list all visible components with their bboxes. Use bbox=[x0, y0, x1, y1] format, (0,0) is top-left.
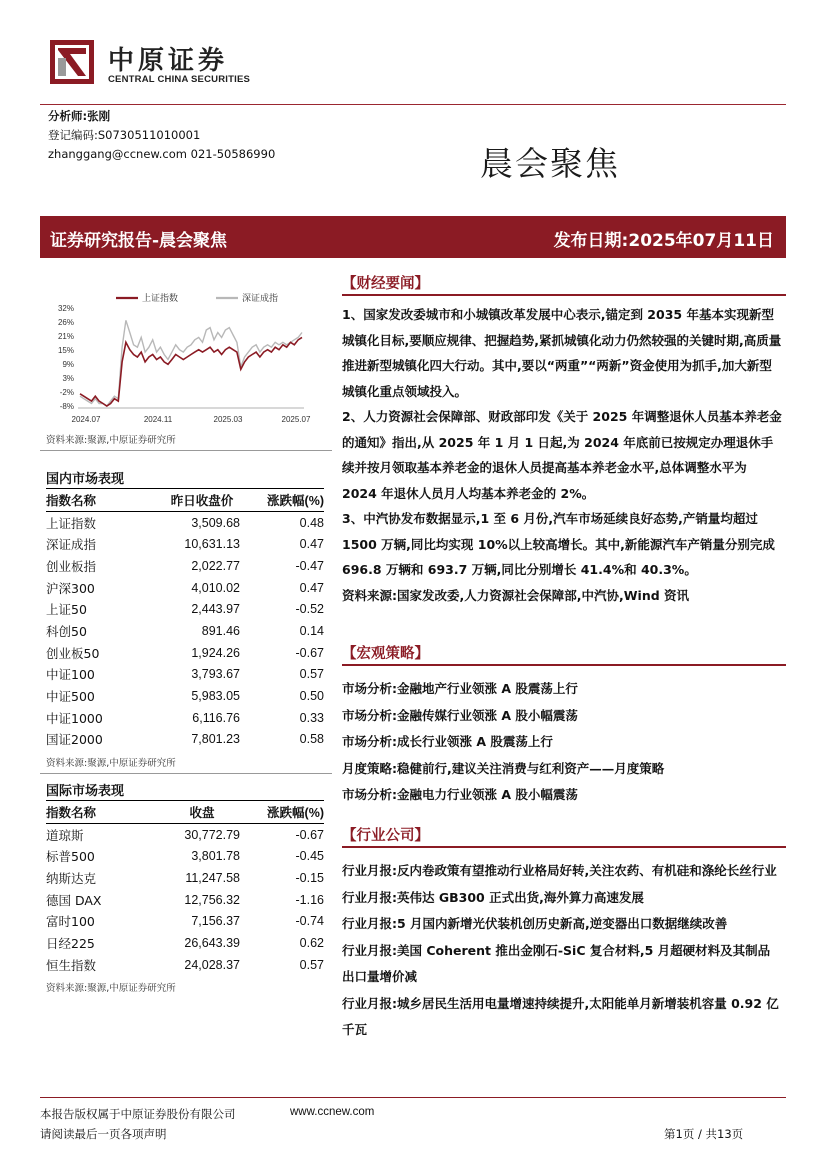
domestic-close-value: 3,793.67 bbox=[191, 667, 240, 682]
domestic-index-name: 科创50 bbox=[46, 623, 87, 639]
domestic-index-name: 创业板50 bbox=[46, 645, 100, 661]
intl-change-value: -0.74 bbox=[295, 914, 324, 929]
domestic-row bbox=[46, 555, 324, 577]
intl-close-value: 30,772.79 bbox=[184, 827, 240, 842]
intl-index-name: 道琼斯 bbox=[46, 827, 84, 843]
intl-index-name: 德国 DAX bbox=[46, 892, 102, 908]
intl-change-value: -0.15 bbox=[295, 870, 324, 885]
news-section-title: 【财经要闻】 bbox=[342, 276, 429, 292]
intl-close-value: 12,756.32 bbox=[184, 892, 240, 907]
news-paragraph-1: 1、国家发改委城市和小城镇改革发展中心表示,锚定到 2035 年基本实现新型城镇化目标,要顺应规律、把握趋势,紧抓城镇化动力仍然较强的关键时期,高质量推进新型城镇化四大行动。其中,要以“两重”“两新”资金使用为抓手,加大新型城镇化重点领域投入。 bbox=[342, 307, 782, 399]
intl-index-name: 富时100 bbox=[46, 914, 95, 930]
intl-change-value: -0.67 bbox=[295, 827, 324, 842]
registration-code: 登记编码:S0730511010001 bbox=[48, 128, 201, 142]
news-paragraph-3: 3、中汽协发布数据显示,1 至 6 月份,汽车市场延续良好态势,产销量均超过 1500 万辆,同比均实现 10%以上较高增长。其中,新能源汽车产销量分别完成 696.8 万辆和 693.7 万辆,同比分别增长 41.4%和 40.3%。 bbox=[342, 511, 775, 577]
intl-change-value: -0.45 bbox=[295, 849, 324, 864]
intl-close-value: 7,156.37 bbox=[191, 914, 240, 929]
chart-y-tick-label: 26% bbox=[57, 318, 74, 327]
domestic-close-value: 5,983.05 bbox=[191, 689, 240, 704]
logo-en-text: CENTRAL CHINA SECURITIES bbox=[108, 74, 251, 85]
analyst-name: 分析师:张刚 bbox=[48, 109, 111, 123]
footer-page-number: 第1页 / 共13页 bbox=[664, 1127, 744, 1141]
domestic-row bbox=[46, 664, 324, 686]
analyst-contact: zhanggang@ccnew.com 021-50586990 bbox=[48, 147, 276, 161]
chart-series-line-2 bbox=[80, 320, 302, 406]
intl-change-value: 0.62 bbox=[299, 935, 324, 950]
logo-cn-text: 中原证券 bbox=[108, 46, 229, 76]
industry-report-link-3[interactable]: 行业月报:5 月国内新增光伏装机创历史新高,逆变器出口数据继续改善 bbox=[342, 916, 728, 931]
banner-publish-date: 发布日期:2025年07月11日 bbox=[553, 231, 774, 251]
macro-report-link-4[interactable]: 月度策略:稳健前行,建议关注消费与红利资产——月度策略 bbox=[342, 760, 665, 776]
header-divider bbox=[40, 104, 786, 105]
intl-index-name: 恒生指数 bbox=[46, 957, 97, 973]
domestic-index-name: 沪深300 bbox=[46, 580, 95, 596]
chart-y-tick-label: 3% bbox=[62, 374, 74, 383]
intl-header-change: 涨跌幅(%) bbox=[267, 805, 324, 820]
intl-header-name: 指数名称 bbox=[46, 805, 97, 820]
chart-y-tick-label: 9% bbox=[62, 360, 74, 369]
intl-header-close: 收盘 bbox=[189, 805, 215, 820]
domestic-close-value: 2,022.77 bbox=[191, 558, 240, 573]
domestic-close-value: 891.46 bbox=[201, 623, 240, 638]
chart-y-tick-label: -2% bbox=[59, 388, 74, 397]
chart-y-tick-label: 32% bbox=[57, 304, 74, 313]
macro-section bbox=[342, 676, 782, 809]
intl-change-value: 0.57 bbox=[299, 957, 324, 972]
domestic-row bbox=[46, 729, 324, 751]
intl-row bbox=[46, 867, 324, 889]
domestic-close-value: 7,801.23 bbox=[191, 732, 240, 747]
intl-index-name: 日经225 bbox=[46, 935, 95, 951]
domestic-source: 资料来源:聚源,中原证券研究所 bbox=[46, 758, 176, 769]
domestic-index-name: 中证1000 bbox=[46, 710, 103, 726]
intl-close-value: 26,643.39 bbox=[184, 935, 240, 950]
industry-section-divider bbox=[342, 846, 786, 848]
news-paragraph-2: 2、人力资源社会保障部、财政部印发《关于 2025 年调整退休人员基本养老金的通知》指出,从 2025 年 1 月 1 日起,为 2024 年底前已按规定办理退休手续并按月领取基本养老金的退休人员提高基本养老金水平,总体调整水平为 2024 年退休人员月人均基本养老金的 2%。 bbox=[342, 409, 782, 501]
domestic-row bbox=[46, 511, 324, 533]
report-banner bbox=[40, 216, 786, 258]
news-section bbox=[342, 302, 782, 608]
domestic-change-value: -0.47 bbox=[295, 558, 324, 573]
chart-divider bbox=[40, 450, 332, 451]
chart-x-tick-label: 2025.03 bbox=[213, 415, 243, 424]
intl-row bbox=[46, 954, 324, 976]
chart-series-line-1 bbox=[80, 337, 302, 406]
industry-report-link-2[interactable]: 行业月报:英伟达 GB300 正式出货,海外算力高速发展 bbox=[342, 889, 644, 905]
macro-section-title: 【宏观策略】 bbox=[342, 646, 429, 662]
domestic-index-name: 创业板指 bbox=[46, 558, 97, 574]
domestic-row bbox=[46, 620, 324, 642]
domestic-change-value: 0.58 bbox=[299, 732, 324, 747]
chart-y-tick-label: 21% bbox=[57, 332, 74, 341]
domestic-close-value: 4,010.02 bbox=[191, 580, 240, 595]
news-section-divider bbox=[342, 294, 786, 296]
chart-x-tick-label: 2025.07 bbox=[281, 415, 311, 424]
chart-svg bbox=[42, 284, 312, 429]
intl-source: 资料来源:聚源,中原证券研究所 bbox=[46, 983, 176, 994]
domestic-index-name: 深证成指 bbox=[46, 537, 97, 553]
domestic-change-value: 0.33 bbox=[299, 710, 324, 725]
intl-close-value: 11,247.58 bbox=[185, 870, 240, 885]
macro-report-link-2[interactable]: 市场分析:金融传媒行业领涨 A 股小幅震荡 bbox=[342, 707, 578, 723]
report-title: 晨会聚焦 bbox=[480, 144, 620, 183]
macro-report-link-5[interactable]: 市场分析:金融电力行业领涨 A 股小幅震荡 bbox=[342, 787, 578, 802]
macro-report-link-3[interactable]: 市场分析:成长行业领涨 A 股震荡上行 bbox=[342, 734, 553, 749]
industry-section bbox=[342, 858, 782, 1044]
domestic-row bbox=[46, 577, 324, 599]
domestic-change-value: 0.47 bbox=[299, 537, 324, 552]
domestic-header-close: 昨日收盘价 bbox=[170, 493, 234, 508]
domestic-header-change: 涨跌幅(%) bbox=[267, 493, 324, 508]
industry-report-link-5[interactable]: 行业月报:城乡居民生活用电量增速持续提升,太阳能单月新增装机容量 0.92 亿千瓦 bbox=[342, 995, 779, 1037]
news-source: 资料来源:国家发改委,人力资源社会保障部,中汽协,Wind 资讯 bbox=[342, 587, 690, 603]
intl-row bbox=[46, 889, 324, 911]
footer-divider bbox=[40, 1097, 786, 1098]
domestic-change-value: 0.57 bbox=[299, 667, 324, 682]
chart-x-tick-label: 2024.07 bbox=[71, 415, 101, 424]
industry-report-link-1[interactable]: 行业月报:反内卷政策有望推动行业格局好转,关注农药、有机硅和涤纶长丝行业 bbox=[342, 863, 777, 878]
domestic-close-value: 1,924.26 bbox=[191, 645, 240, 660]
domestic-row bbox=[46, 707, 324, 729]
intl-close-value: 24,028.37 bbox=[184, 957, 240, 972]
intl-row bbox=[46, 910, 324, 932]
domestic-table bbox=[46, 488, 324, 750]
domestic-close-value: 3,509.68 bbox=[191, 515, 240, 530]
domestic-change-value: -0.67 bbox=[295, 645, 324, 660]
industry-section-title: 【行业公司】 bbox=[342, 828, 429, 844]
domestic-change-value: 0.48 bbox=[299, 515, 324, 530]
domestic-change-value: 0.50 bbox=[299, 689, 324, 704]
domestic-row bbox=[46, 533, 324, 555]
domestic-change-value: 0.14 bbox=[299, 623, 324, 638]
intl-change-value: -1.16 bbox=[295, 892, 324, 907]
intl-table-title: 国际市场表现 bbox=[46, 784, 125, 799]
domestic-header-name: 指数名称 bbox=[46, 493, 97, 508]
domestic-index-name: 上证50 bbox=[46, 602, 87, 618]
domestic-change-value: -0.52 bbox=[295, 602, 324, 617]
domestic-index-name: 国证2000 bbox=[46, 732, 103, 748]
intl-row bbox=[46, 845, 324, 867]
chart-legend-label: 上证指数 bbox=[142, 294, 179, 304]
intl-index-name: 标普500 bbox=[46, 849, 95, 865]
analyst-info bbox=[48, 107, 275, 164]
industry-report-link-4[interactable]: 行业月报:美国 Coherent 推出金刚石-SiC 复合材料,5 月超硬材料及其制品出口量增价减 bbox=[342, 942, 771, 984]
chart-y-tick-label: 15% bbox=[57, 346, 74, 355]
domestic-close-value: 6,116.76 bbox=[192, 710, 240, 725]
footer-copyright: 本报告版权属于中原证券股份有限公司 bbox=[40, 1107, 236, 1121]
domestic-index-name: 中证100 bbox=[46, 667, 95, 683]
intl-table bbox=[46, 800, 324, 976]
company-logo-icon bbox=[50, 40, 94, 84]
domestic-row bbox=[46, 642, 324, 664]
domestic-change-value: 0.47 bbox=[299, 580, 324, 595]
intl-close-value: 3,801.78 bbox=[191, 849, 240, 864]
footer-disclaimer: 请阅读最后一页各项声明 bbox=[40, 1127, 167, 1141]
chart-source: 资料来源:聚源,中原证券研究所 bbox=[46, 435, 176, 446]
macro-section-divider bbox=[342, 664, 786, 666]
domestic-row bbox=[46, 685, 324, 707]
chart-y-tick-label: -8% bbox=[59, 402, 74, 411]
intl-row bbox=[46, 823, 324, 845]
chart-legend-label: 深证成指 bbox=[242, 294, 279, 304]
banner-report-type: 证券研究报告-晨会聚焦 bbox=[50, 231, 228, 251]
macro-report-link-1[interactable]: 市场分析:金融地产行业领涨 A 股震荡上行 bbox=[342, 681, 578, 696]
intl-row bbox=[46, 932, 324, 954]
domestic-close-value: 10,631.13 bbox=[184, 537, 240, 552]
domestic-index-name: 上证指数 bbox=[46, 515, 97, 531]
domestic-table-title: 国内市场表现 bbox=[46, 472, 125, 487]
domestic-row bbox=[46, 598, 324, 620]
index-trend-chart bbox=[42, 284, 312, 429]
chart-x-tick-label: 2024.11 bbox=[143, 415, 173, 424]
intl-index-name: 纳斯达克 bbox=[46, 870, 97, 886]
domestic-close-value: 2,443.97 bbox=[191, 602, 240, 617]
domestic-divider bbox=[40, 773, 332, 774]
domestic-index-name: 中证500 bbox=[46, 689, 95, 705]
footer-website-link[interactable]: www.ccnew.com bbox=[290, 1106, 375, 1118]
